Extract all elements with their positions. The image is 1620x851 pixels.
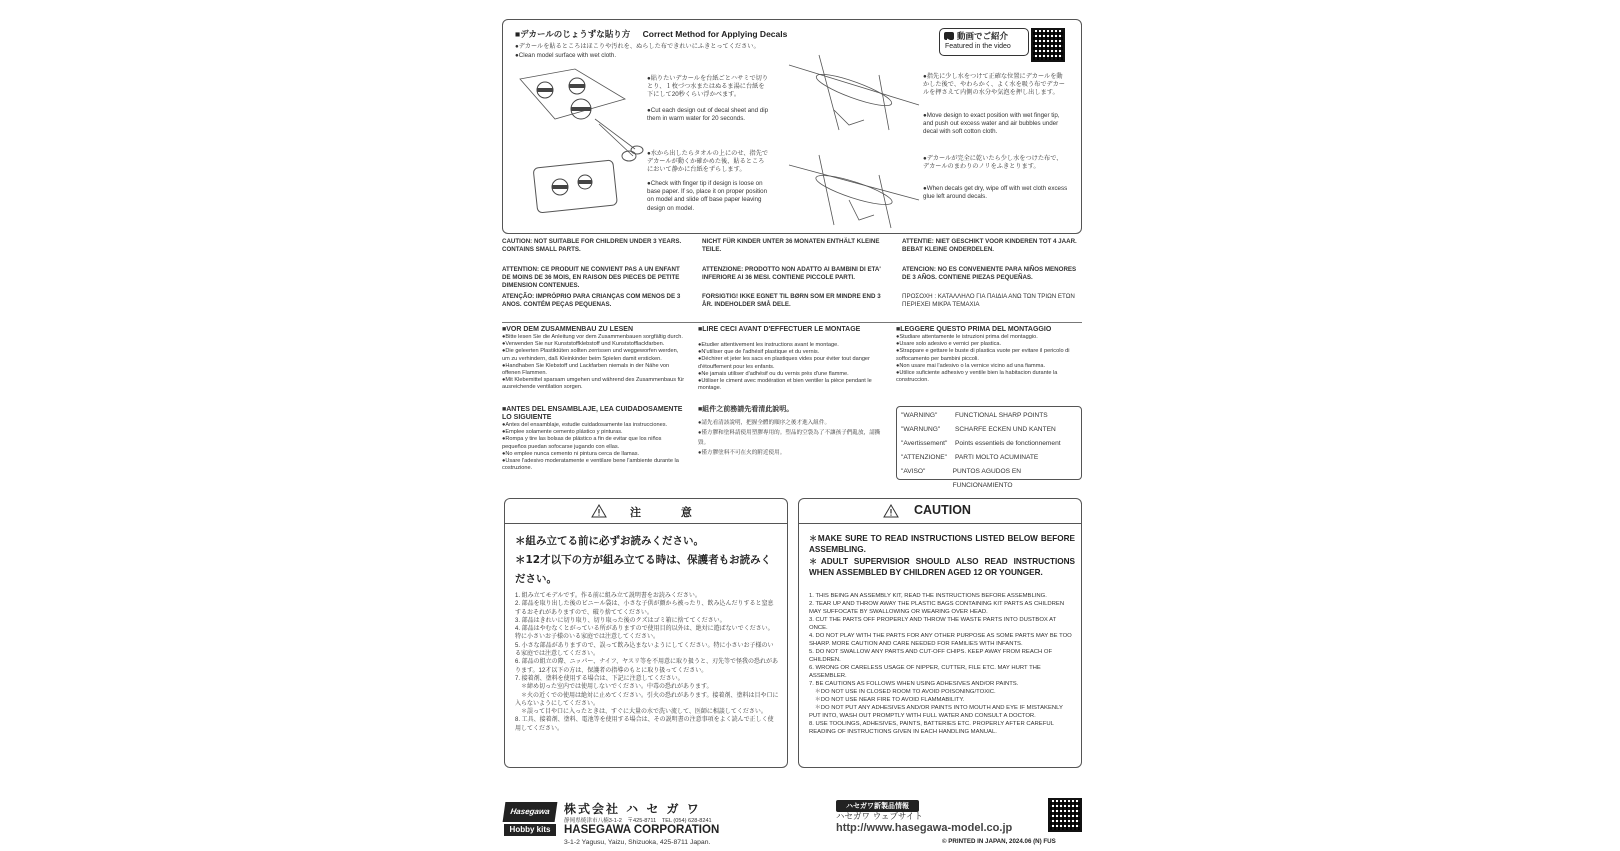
- assembly-es-body: ●Antes del ensamblaje, estudie cuidadosamente las instrucciones. ●Emplee solamente cemento plástico y pinturas. ●Rompa y tire las bolsas de plástico a fin de evitar que los niños pequeños puedan sofocarse jugando con ellas. ●No emplee nunca cemento ni pintura cerca de llamas. ●Usare l'adesivo moderatamente e ventilare bene l'ambiente durante la costruzione.: [502, 422, 679, 472]
- assembly-de-title: ■VOR DEM ZUSAMMENBAU ZU LESEN: [502, 326, 634, 333]
- assembly-de-body: ●Bitte lesen Sie die Anleitung vor dem Zusammenbauen sorgfältig durch. ●Verwenden Sie nur Kunststoffklebstoff und Kunststofflackfarben. ●Die geleerten Plastiktüten sollten zerrissen und weggeworfen werden, um zu verhindern, daß Kleinkinder beim Spielen damit ersticken. ●Handhaben Sie Klebstoff und Lackfarben niemals in der Nähe von offenen Flammen. ●Mit Klebemittel sparsam umgehen und während des Zusammenbaus für ausreichende ventilation sorgen.: [502, 334, 685, 391]
- caution-de-small: NICHT FÜR KINDER UNTER 36 MONATEN ENTHÄLT KLEINE TEILE.: [702, 238, 882, 254]
- caution-ja-title: 注 意: [630, 506, 710, 519]
- logo-top-text: Hasegawa: [503, 802, 558, 822]
- assembly-es-title: ■ANTES DEL ENSAMBLAJE, LEA CUIDADOSAMENTE LO SIGUIENTE: [502, 406, 685, 422]
- caution-en-title: CAUTION: [914, 503, 971, 517]
- website-url-link[interactable]: http://www.hasegawa-model.co.jp: [836, 822, 1013, 834]
- video-badge-ja: 動画でご紹介: [957, 32, 1009, 42]
- caution-es-small: ATENCION: NO ES CONVENIENTE PARA NIÑOS MENORES DE 3 AÑOS. CONTIENE PIEZAS PEQUEÑAS.: [902, 266, 1078, 282]
- decal-step1-en: ●Cut each design out of decal sheet and dip them in warm water for 20 seconds.: [647, 107, 770, 123]
- warning-triangle-icon: [883, 504, 899, 518]
- company-name-en: HASEGAWA CORPORATION: [564, 824, 720, 836]
- hasegawa-logo: [504, 802, 556, 838]
- assembly-zh-title: ■組件之前務請先看清此說明。: [698, 406, 794, 413]
- decal-step3-en: ●Move design to exact position with wet finger tip, and push out excess water and air bubbles under decal with soft cotton cloth.: [923, 112, 1062, 136]
- decal-title: [515, 28, 787, 40]
- caution-ja-lead2: ＊12才以下の方が組み立てる時は、保護者もお読みください。: [515, 554, 772, 585]
- video-badge-en: Featured in the video: [945, 43, 1011, 50]
- assembly-fr-body: ●Etudier attentivement les instructions avant le montage. ●N'utiliser que de l'adhésif plastique et du vernis. ●Déchirer et jeter les sacs en plastiques vides pour éviter tout danger d'étouffement pour les enfants. ●Ne jamais utiliser d'adhésif ou du vernis près d'une flamme. ●Utiliser le ciment avec modération et bien ventiler la pièce pendant le montage.: [698, 342, 872, 392]
- caution-box-ja: [504, 498, 788, 768]
- warning-row: "WARNING" FUNCTIONAL SHARP POINTS: [901, 412, 1048, 419]
- warning-row: "Avertissement" Points essentiels de fonctionnement: [901, 440, 1061, 447]
- decal-cutting-illustration: [515, 64, 645, 214]
- logo-bottom-text: Hobby kits: [504, 824, 556, 836]
- address-ja: 静岡県焼津市八楠3-1-2 〒425-8711 TEL (054) 628-8241: [564, 818, 712, 824]
- caution-it-small: ATTENZIONE: PRODOTTO NON ADATTO AI BAMBINI DI ETA' INFERIORE AI 36 MESI. CONTIENE PICCOLE PARTI.: [702, 266, 883, 282]
- caution-fr-small: ATTENTION: CE PRODUIT NE CONVIENT PAS A UN ENFANT DE MOINS DE 36 MOIS, EN RAISON DES PIECES DE PETITE DIMENSION CONTENUES.: [502, 266, 682, 290]
- warning-row: "WARNUNG" SCHARFE ECKEN UND KANTEN: [901, 426, 1056, 433]
- decal-step4-ja: ●デカールが完全に乾いたら少し水をつけた布で、デカールのまわりのノリをふきとります。: [923, 155, 1063, 171]
- decal-step0-en: ●Clean model surface with wet cloth.: [515, 52, 617, 59]
- decal-step2-ja: ●水から出したらタオルの上にのせ、指先でデカールが動くか確かめた後、貼るところにおいて静かに台紙をずらします。: [647, 150, 769, 174]
- new-products-badge: ハセガワ新製品情報: [836, 800, 919, 812]
- instruction-sheet: [502, 16, 1082, 851]
- decal-step1-ja: ●貼りたいデカールを台紙ごとハサミで切りとり、１枚づつ水またはぬるま湯に台紙を下にして20秒くらい浮かべます。: [647, 75, 769, 99]
- decal-step4-en: ●When decals get dry, wipe off with wet cloth excess glue left around decals.: [923, 185, 1069, 201]
- caution-pt-small: ATENÇÃO: IMPRÓPRIO PARA CRIANÇAS COM MENOS DE 3 ANOS. CONTÉM PEÇAS PEQUENAS.: [502, 293, 682, 309]
- caution-no-small: FORSIGTIG! IKKE EGNET TIL BØRN SOM ER MINDRE END 3 ÅR. INDEHOLDER SMÅ DELE.: [702, 293, 883, 309]
- caution-en-small: CAUTION: NOT SUITABLE FOR CHILDREN UNDER 3 YEARS. CONTAINS SMALL PARTS.: [502, 238, 683, 254]
- decal-step2-en: ●Check with finger tip if design is loose on base paper. If so, place it on proper position on model and slide off base paper leaving design on model.: [647, 180, 769, 212]
- company-name-ja: 株式会社 ハ セ ガ ワ: [564, 802, 701, 816]
- website-qr-code[interactable]: [1048, 798, 1082, 832]
- decal-instructions-panel: [502, 19, 1082, 234]
- caution-gr-small: ΠΡΟΣΟΧΗ : ΚΑΤΑΛΛΗΛΟ ΓΙΑ ΠΑΙΔΙΑ ΑΝΩ ΤΩΝ ΤΡΙΩΝ ΕΤΩΝ ΠΕΡΙΕΧΕΙ ΜΙΚΡΑ ΤΕΜΑΧΙΑ: [902, 293, 1077, 309]
- caution-ja-items: 1. 組み立てモデルです。作る前に組み立て説明書をお読みください。 2. 部品を取り出した後のビニール袋は、小さな子供が顔から被ったり、飲み込んだりすると窒息するおそれがありますので、破り捨ててください。 3. 部品はきれいに切り取り、切り取った後のクズはゴミ箱に捨ててください。 4. 部品はやむなくとがっている所がありますので使用目的以外は、絶対に遊ばないでください。特に小さいお子様のいる家庭では注意してください。 5. 小さな部品がありますので、誤って飲み込まないようにしてください。特に小さいお子様のいる家庭では注意してください。 6. 部品の組立の際、ニッパー、ナイフ、ヤスリ等を不用意に取り扱うと、刃先等で怪我の恐れがあります。12才以下の方は、保護者の指導のもとに取り扱ってください。 7. 接着剤、塗料を使用する場合は、下記に注意してください。 ＊締め切った室内では使用しないでください。中毒の恐れがあります。 ＊火の近くでの使用は絶対に止めてください。引火の恐れがあります。接着剤、塗料は目や口に入らないようにしてください。 ＊誤って目や口に入ったときは、すぐに大量の水で洗い流して、医師に相談してください。 8. 工具、接着剤、塗料、電池等を使用する場合は、その説明書の注意事項をよく読んで正しく使用してください。: [515, 593, 779, 732]
- caution-en-lead1: ＊MAKE SURE TO READ INSTRUCTIONS LISTED BELOW BEFORE ASSEMBLING.: [809, 534, 1075, 554]
- caution-ja-lead1: ＊組み立てる前に必ずお読みください。: [515, 535, 704, 547]
- decal-step3-ja: ●指先に少し水をつけて正確な位置にデカールを動かした後で、やわらかく、よく水を吸う布でデカールを押さえて内側の水分や気泡を押し出します。: [923, 73, 1065, 97]
- website-label: ハセガワ ウェブサイト: [836, 812, 923, 822]
- play-icon: [944, 32, 954, 40]
- decal-title-ja: ■デカールのじょうずな貼り方: [515, 29, 631, 39]
- address-en: 3-1-2 Yagusu, Yaizu, Shizuoka, 425-8711 Japan.: [564, 839, 711, 846]
- warning-row: "AVISO" PUNTOS AGUDOS EN FUNCIONAMIENTO: [901, 468, 1021, 489]
- assembly-it-body: ●Studiare attentamente le istruzioni prima del montaggio. ●Usare solo adesivo e vernici per plastica. ●Strappare e gettare le buste di plastica vuote per evitare il pericolo di soffocamento per bambini piccoli. ●Non usare mai l'adesivo o la vernice vicino ad una fiamma. ●Utilice suficiente adhesivo y ventile bien la habitacion durante la construccion.: [896, 334, 1070, 384]
- video-badge[interactable]: [939, 28, 1067, 68]
- caution-box-en: [798, 498, 1082, 768]
- caution-en-lead2: ＊ADULT SUPERVISIOR SHOULD ALSO READ INSTRUCTIONS WHEN ASSEMBLED BY CHILDREN AGED 12 OR YOUNGER.: [809, 557, 1075, 577]
- video-qr-code[interactable]: [1031, 28, 1065, 62]
- section-divider-1: [502, 322, 1082, 323]
- aircraft-decal-illustration: [779, 50, 929, 230]
- warning-triangle-icon: [591, 504, 607, 518]
- printed-in-japan: © PRINTED IN JAPAN, 2024.06 (N) FUS: [942, 838, 1056, 845]
- caution-en-items: 1. THIS BEING AN ASSEMBLY KIT, READ THE INSTRUCTIONS BEFORE ASSEMBLING. 2. TEAR UP AND THROW AWAY THE PLASTIC BAGS CONTAINING KIT PARTS AS CHILDREN MAY SUFFOCATE BY SWALLOWING OR WEARING OVER HEAD. 3. CUT THE PARTS OFF PROPERLY AND THROW THE WASTE PARTS INTO DUSTBOX AT ONCE. 4. DO NOT PLAY WITH THE PARTS FOR ANY OTHER PURPOSE AS SOME PARTS MAY BE TOO SHARP. MORE CAUTION AND CARE NEEDED FOR FAMILIES WITH INFANTS. 5. DO NOT SWALLOW ANY PARTS AND CUT-OFF CHIPS. KEEP AWAY FROM REACH OF CHILDREN. 6. WRONG OR CARELESS USAGE OF NIPPER, CUTTER, FILE ETC. MAY HURT THE ASSEMBLER. 7. BE CAUTIONS AS FOLLOWS WHEN USING ADHESIVES AND/OR PAINTS. ＊DO NOT USE IN CLOSED ROOM TO AVOID POISONING/TOXIC. ＊DO NOT USE NEAR FIRE TO AVOID FLAMMABILITY. ＊DO NOT PUT ANY ADHESIVES AND/OR PAINTS INTO MOUTH AND EYE IF MISTAKENLY PUT INTO, WASH OUT PROMPTLY WITH FULL WATER AND CONSULT A DOCTOR. 8. USE TOOLINGS, ADHESIVES, PAINTS, BATTERIES ETC. PROPERLY AFTER CAREFUL READING OF INSTRUCTIONS GIVEN IN EACH HANDLING MANUAL.: [809, 593, 1072, 735]
- caution-nl-small: ATTENTIE: NIET GESCHIKT VOOR KINDEREN TOT 4 JAAR. BEBAT KLEINE ONDERDELEN.: [902, 238, 1079, 254]
- decal-title-en: Correct Method for Applying Decals: [642, 29, 788, 39]
- assembly-it-title: ■LEGGERE QUESTO PRIMA DEL MONTAGGIO: [896, 326, 1052, 333]
- decal-step0-ja: ●デカールを貼るところはほこりや汚れを、ぬらした布できれいにふきとってください。: [515, 43, 760, 50]
- assembly-fr-title: ■LIRE CECI AVANT D'EFFECTUER LE MONTAGE: [698, 326, 861, 333]
- assembly-zh-body: ●請先看清該說明，把握全體的順序之後才進入組件。 ●僅方膠和塗料請使用塑膠專用的。塑品的空袋為了不讓孩子們亂放，請撕毀。 ●僅方膠塗料不可在火的附近使用。: [698, 420, 881, 456]
- sharp-points-warning-table: [896, 406, 1082, 489]
- warning-row: "ATTENZIONE" PARTI MOLTO ACUMINATE: [901, 454, 1039, 461]
